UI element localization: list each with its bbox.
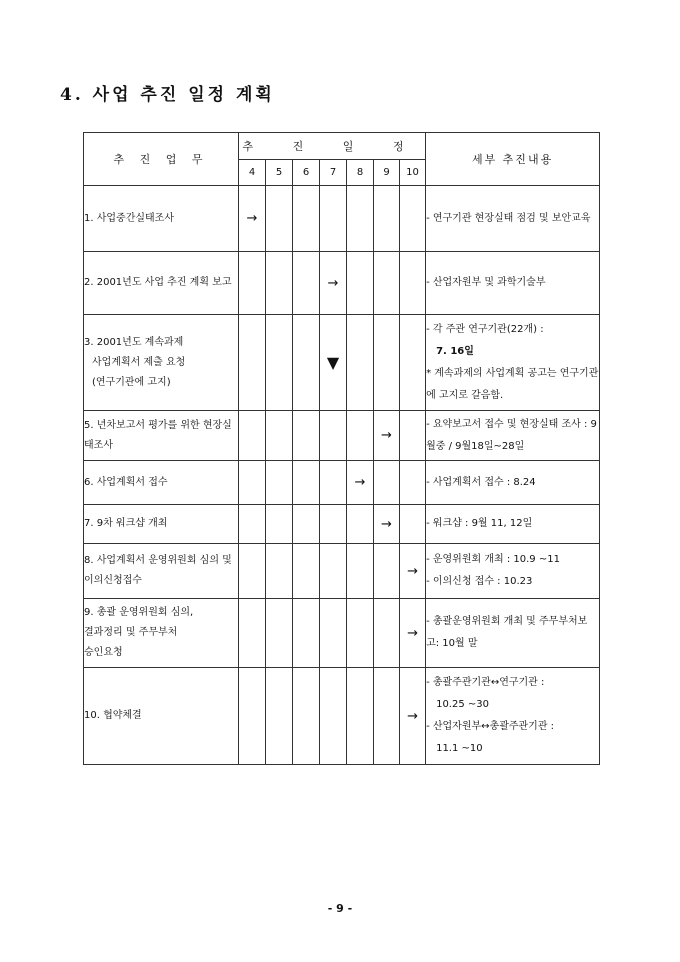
task-text: 8. 사업계획서 운영위원회 심의 및 이의신청접수	[84, 555, 232, 586]
schedule-table	[83, 132, 600, 765]
table-row	[84, 599, 600, 668]
detail-text: 10.25 ~30	[436, 699, 489, 710]
arrow-marker: →	[354, 475, 366, 490]
task-text: 승인요청	[84, 647, 123, 658]
task-cell	[84, 668, 239, 765]
table-row	[84, 461, 600, 505]
table-row	[84, 252, 600, 315]
task-cell	[84, 505, 239, 544]
detail-cell	[426, 411, 600, 461]
task-text: 사업계획서 제출 요청	[92, 356, 186, 368]
page-number: - 9 -	[327, 902, 353, 915]
month-header: 4	[239, 160, 266, 186]
detail-text: - 산업자원부 및 과학기술부	[426, 277, 546, 288]
detail-text: - 운영위원회 개최 : 10.9 ~11	[426, 554, 560, 565]
detail-cell	[426, 252, 600, 315]
task-cell	[84, 461, 239, 505]
detail-text: - 이의신청 접수 : 10.23	[426, 576, 533, 587]
detail-note: * 계속과제의 사업계획 공고는 연구기관에 고지로 갈음함.	[426, 367, 599, 401]
arrow-marker: →	[381, 428, 392, 443]
detail-text: - 총괄주관기관↔연구기관 :	[426, 677, 545, 688]
detail-text: - 연구기관 현장실태 점검 및 보안교육	[426, 212, 591, 224]
task-cell	[84, 315, 239, 411]
table-row	[84, 544, 600, 599]
month-header: 5	[266, 160, 293, 186]
task-text: 9. 총괄 운영위원회 심의,	[84, 607, 194, 618]
detail-date: 7. 16일	[436, 345, 474, 357]
month-header: 10	[400, 160, 426, 186]
task-text: (연구기관에 고지)	[92, 376, 171, 388]
task-text: 7. 9차 워크샵 개최	[84, 518, 168, 529]
task-text: 3. 2001년도 계속과제	[84, 336, 184, 348]
detail-text: - 워크샵 : 9월 11, 12일	[426, 518, 533, 529]
header-detail: 세부 추진내용	[426, 133, 600, 186]
arrow-marker: →	[407, 708, 418, 724]
detail-text: - 각 주관 연구기관(22개) :	[426, 323, 544, 335]
month-header: 7	[320, 160, 347, 186]
detail-cell	[426, 599, 600, 668]
detail-cell	[426, 505, 600, 544]
detail-cell	[426, 461, 600, 505]
arrow-marker: →	[407, 563, 418, 579]
header-schedule: 추 진 일 정	[239, 133, 426, 160]
table-row	[84, 186, 600, 252]
month-header: 8	[347, 160, 374, 186]
task-cell	[84, 252, 239, 315]
task-text: 1. 사업중간실태조사	[84, 212, 174, 224]
detail-text: - 산업자원부↔총괄주관기관 :	[426, 721, 555, 732]
task-text: 결과정리 및 주무부처	[84, 627, 178, 638]
detail-text: 11.1 ~10	[436, 743, 483, 754]
arrow-marker: →	[407, 625, 418, 641]
triangle-marker: ▼	[326, 353, 340, 372]
table-row	[84, 668, 600, 765]
task-text: 2. 2001년도 사업 추진 계획 보고	[84, 277, 232, 288]
task-text: 10. 협약체결	[84, 710, 142, 721]
table-row	[84, 411, 600, 461]
detail-cell	[426, 315, 600, 411]
section-title: 4. 사업 추진 일정 계획	[60, 85, 275, 105]
task-cell	[84, 186, 239, 252]
detail-cell	[426, 668, 600, 765]
task-cell	[84, 544, 239, 599]
month-header: 9	[374, 160, 400, 186]
detail-text: - 요약보고서 접수 및 현장실태 조사 : 9월중 / 9월18일~28일	[426, 418, 597, 452]
arrow-marker: →	[246, 211, 258, 226]
task-text: 6. 사업계획서 접수	[84, 476, 168, 488]
table-row	[84, 315, 600, 411]
header-task: 추 진 업 무	[84, 133, 239, 186]
task-text: 5. 년차보고서 평가를 위한 현장실태조사	[84, 419, 232, 451]
arrow-marker: →	[327, 275, 339, 291]
month-header: 6	[293, 160, 320, 186]
arrow-marker: →	[381, 516, 392, 532]
task-cell	[84, 411, 239, 461]
table-row	[84, 505, 600, 544]
detail-text: - 사업계획서 접수 : 8.24	[426, 476, 536, 488]
task-cell	[84, 599, 239, 668]
detail-text: - 총괄운영위원회 개최 및 주무부처보고: 10월 말	[426, 616, 588, 649]
detail-cell	[426, 544, 600, 599]
detail-cell	[426, 186, 600, 252]
